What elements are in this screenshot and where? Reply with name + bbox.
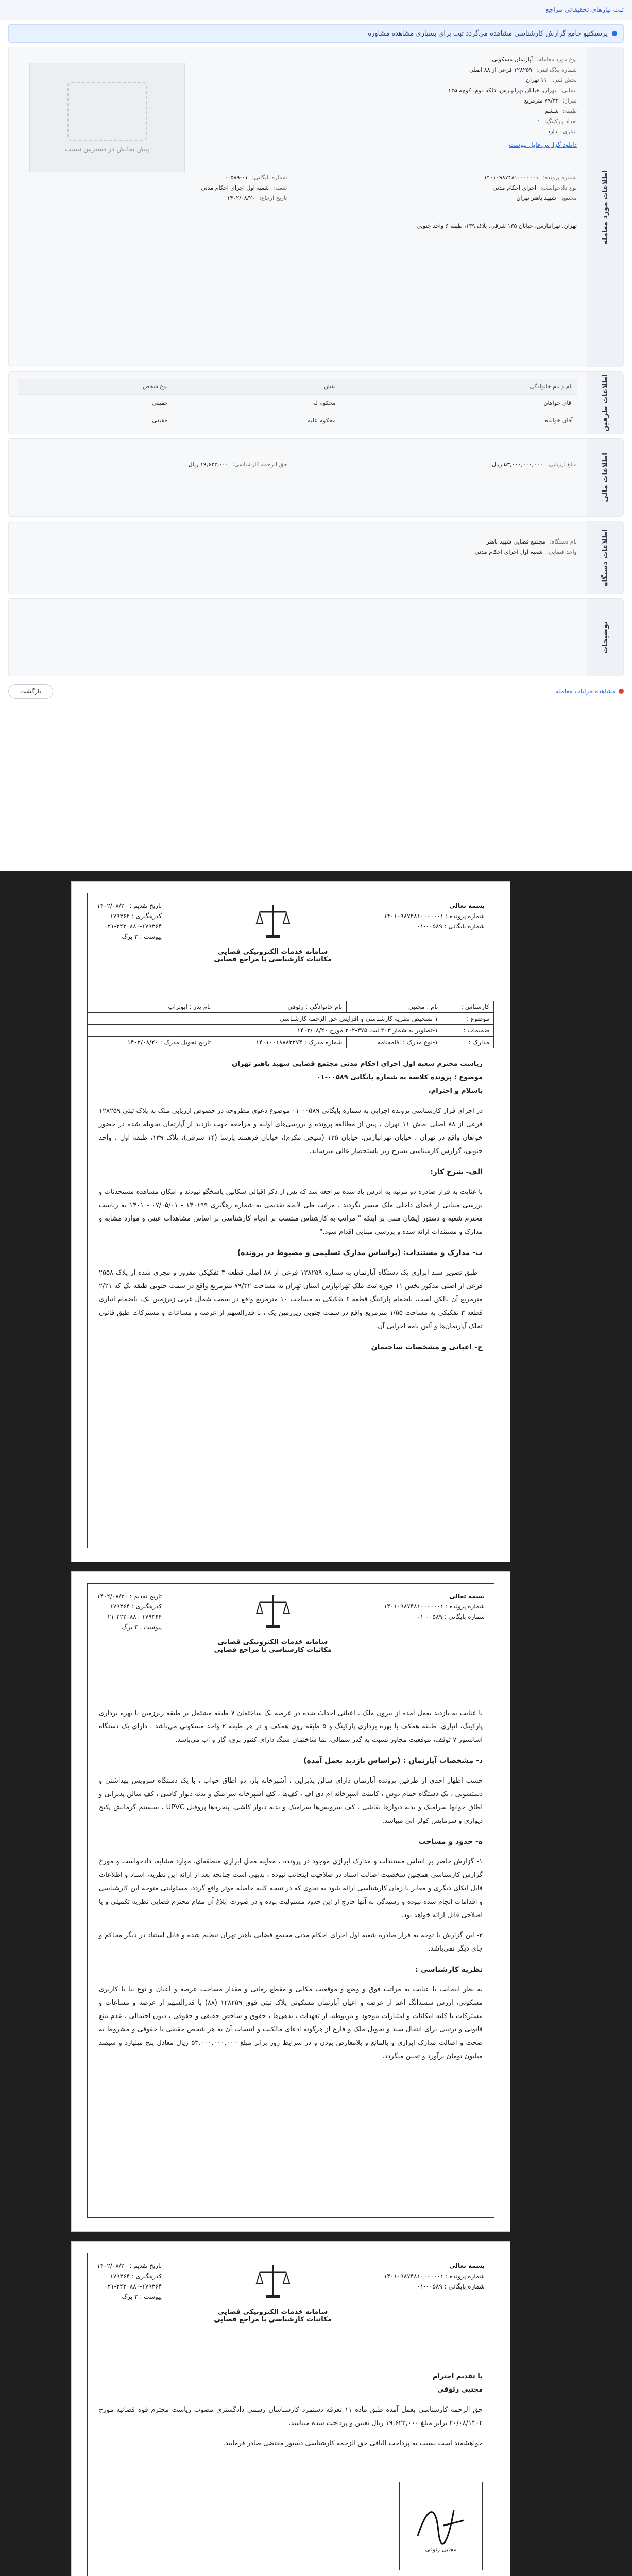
action-bar [8,683,624,700]
case-field: بخش ثبتی: ۱۱ تهران [526,77,577,83]
top-bar [0,0,632,20]
case-photo-placeholder [29,63,185,172]
doc-header: بسمه تعالی شماره پرونده : ۱۴۰۱۰۹۸۷۴۸۱۰۰۰۰۰۰۱ شماره بایگانی : ۰۰۵۸۹-۰۱ سامانه خدمات الکترونیکی قضایی مکاتبات کارشناسی با مراجع قضایی تاریخ تقدیم : ۱۴۰۲/۰۸/۲۰ کدرهگیری : ۱۷۹۳۶۴ ۰۲۱-۲۲۲۰۸۸۰-۱۷۹۳۶۴ پیوست : ۲ برگ [88,1584,494,1691]
table-header: نقش [172,379,340,395]
table-row: آقای خواهان محکوم له حقیقی [18,395,577,412]
document-page-3 [71,2241,510,2576]
financial-field: مبلغ ارزیابی: ۵۳,۰۰۰,۰۰۰,۰۰۰ ریال [492,461,577,468]
financial-tab[interactable]: اطلاعات مالی [587,439,623,516]
back-button[interactable]: بازگشت [8,684,53,699]
page-title: ثبت نیازهای تحقیقاتی مراجع [545,6,624,14]
notice-text: پرسپکتیو جامع گزارش کارشناسی مشاهده می‌گردد ثبت برای بسپاری مشاهده مشاوره [368,29,608,38]
parties-table [18,379,577,429]
scales-emblem-icon [252,1591,294,1632]
notes-panel [8,598,624,676]
doc-header: بسمه تعالی شماره پرونده : ۱۴۰۱۰۹۸۷۴۸۱۰۰۰۰۰۰۱ شماره بایگانی : ۰۰۵۸۹-۰۱ سامانه خدمات الکترونیکی قضایی مکاتبات کارشناسی با مراجع قضایی تاریخ تقدیم : ۱۴۰۲/۰۸/۲۰ کدرهگیری : ۱۷۹۳۶۴ ۰۲۱-۲۲۲۰۸۸۰-۱۷۹۳۶۴ پیوست : ۲ برگ [88,893,494,1001]
judiciary-logo: سامانه خدمات الکترونیکی قضایی مکاتبات کارشناسی با مراجع قضایی [214,1591,331,1654]
case-field: انباری: دارد [548,128,577,135]
device-tab[interactable]: اطلاعات دستگاه [587,521,623,594]
case-grid-field: مجتمع: شهید باهنر تهران [516,195,577,201]
case-field: نوع مورد معامله: آپارتمان مسکونی [492,56,577,63]
scales-emblem-icon [252,2261,294,2302]
case-grid-field: شماره پرونده: ۱۴۰۱۰۹۸۷۴۸۱۰۰۰۰۰۰۱ [484,174,577,181]
doc-body-page-2: با عنایت به بازدید بعمل آمده از بیرون ملک ، اعیانی احداث شده در عرصه یک ساختمان ۷ طبقه مشتمل بر طبقه زیرزمین با بهره برداری پارکینگ، انباری، طبقه همکف با بهره برداری پارکینگ و ۵ طبقه روی همکف و در هر طبقه ۲ واحد مسکونی می‌باشد . دارای یک دستگاه آسانسور ۷ توقف، موقعیت مجاور نسبت به گذر شمالی، نما ساختمان سنگ دارای کنتور برق، گاز و آب می‌باشد. د- مشخصات آپارتمان : (براساس بازدید بعمل آمده) حسب اظهار احدی از طرفین پرونده آپارتمان دارای سالن پذیرایی ، آشپزخانه باز، دو اطاق خواب ، با یک دستگاه سرویس بهداشتی و دستشویی ، یک دستگاه حمام دوش ، کابینت آشپزخانه ام دی اف ، کف‌ها ، کف آشپزخانه سرامیک و بدنه دیوار کاشی ، کف سالن پذیرایی و اطاق خوابها سرامیک و بدنه دیوارها نقاشی ، کف سرویس‌ها سرامیک و بدنه دیوار کاشی، پنجره‌ها پروفیل UPVC ، سیستم گرمایش پکیج دیواری و سرمایش کولر آبی میباشد. ه- حدود و مساحت ۱- گزارش حاضر بر اساس مستندات و مدارک ابرازی موجود در پرونده ، معاینه محل ابرازی منطقه‌ای، موارد مشابه، دادخواست و مورخ گزارش کارشناسی همچنین شخصیت اصالت اسناد در صلاحیت اینجانب نبوده ، بدیهی است چنانچه بعد از ارائه این نظریه، اسناد و اطلاعات قابل اتکای دیگری و مغایر با زمان کارشناسی ارائه شود به نحوی که در نتیجه کلیه حاصله موثر واقع گردد، مسئولیتی متوجه این کارشناسی و اقدامات انجام شده نبوده و رسیدگی به آنها خارج از این حدود مسئولیت بوده و در صورت ابلاغ آن مقام محترم قضایی نظریه تکمیلی و یا اصلاحی قابل ارائه خواهد بود. ۲- این گزارش با توجه به قرار صادره شعبه اول اجرای احکام مدنی مجتمع قضایی باهنر تهران تنظیم شده و قابل استناد در دیگر محاکم و جای دیگر نمی‌باشد. نظریه کارشناسی : به نظر اینجانب با عنایت به مراتب فوق و وضع و موقعیت مکانی و مقطع زمانی و مقدار مساحت عرصه و اعیان و نوع بنا با کاربری مسکونی، ارزش ششدانگ اعم از عرصه و اعیان آپارتمان مسکونی پلاک ثبتی فوق ۱۲۸۲۵۹ (۸۸) با قدرالسهم از عرصه و مشاعات و مشترکات با کلیه امکانات و امتیازات موجود و مربوطه، از تعهدات ، بدهی‌ها ، حقوق و شاخص حقیقی و حقوقی ، دیون احتمالی ، عدم منع قانونی و ترتیبی برای انتقال سند و تحویل ملک و فارغ از هرگونه ادعای مالکیت و انتساب آن به هر شخص حقیقی یا حقوقی و مشروط به صحت و اصالت مدارک ابرازی و بالمانع و بلامعارض بودن و در شرایط روز برابر مبلغ ۵۳,۰۰۰,۰۰۰,۰۰۰ ریال معادل پنج میلیارد و سیصد میلیون تومان برآورد و تعیین میگردد. [99,1709,483,2060]
case-grid-field: تاریخ ارجاع: ۱۴۰۲/۰۸/۲۰ [227,195,287,201]
table-header: نوع شخص [18,379,172,395]
scales-emblem-icon [252,901,294,942]
judiciary-logo: سامانه خدمات الکترونیکی قضایی مکاتبات کارشناسی با مراجع قضایی [214,2261,331,2324]
image-placeholder-icon [67,82,147,141]
download-report-link[interactable]: دانلود گزارش فایل پیوست [509,141,577,148]
signature-box: مجتبی رئوفی [399,2482,483,2570]
device-panel [8,521,624,594]
doc-meta-table: کارشناس : نام : مجتبی نام خانوادگی : رئوفی نام پدر : ابوتراب موضوع : ۱-تشخیص نظریه کارشناسی و افزایش حق الزحمه کارشناسی ضمیمات : ۱-تصاویر به شمار ۲۰۳ ثبت ۳۷۵-۲۰۲ مورخ ۱۴۰۲/۰۸/۲۰ مدارک : ۱-نوع مدرک : اقامه‌نامه شماره مدرک : ۱۴۰۱۰۰۱۸۸۸۳۲۷۴ تاریخ تحویل مدرک : ۱۴۰۲/۰۸/۲۰ [88,1001,494,1048]
financial-field: حق الزحمه کارشناسی: ۱۹,۶۲۳,۰۰۰ ریال [188,461,287,468]
table-row: آقای خوانده محکوم علیه حقیقی [18,412,577,430]
table-header: نام و نام خانوادگی [340,379,577,395]
document-page-2 [71,1571,510,2232]
handwritten-signature [413,2500,469,2546]
photo-caption: پیش نمایش در دسترس نیست [65,145,149,154]
view-report-button[interactable]: مشاهده جزئیات معامله [556,688,624,695]
parties-panel [8,371,624,434]
doc-body-page-1: ریاست محترم شعبه اول اجرای احکام مدنی مجتمع قضایی شهید باهنر تهران موضوع : پرونده کلاسه به شماره بایگانی ۰۰۵۸۹-۰۱ باسلام و احترام، در اجرای قرار کارشناسی پرونده اجرایی به شماره بایگانی ۰۰۵۸۹-۰۱ موضوع دعوی مطروحه در خصوص ارزیابی ملک به پلاک ثبتی ۱۲۸۲۵۹ فرعی از ۸۸ اصلی بخش ۱۱ تهران ، پس از مطالعه پرونده و بررسی‌های اولیه و مراجعه جهت بازدید از آپارتمان تحویله شده در حضور خواهان واقع در تهران ، خیابان تهرانپارس، خیابان ۱۳۵ (شیخی مکرم)، خیابان فرهمند پارسا (۱۴ شرقی)، پلاک ۱۳۹، طبقه اول ، واحد جنوبی، گزارش کارشناسی بشرح زیر باستحضار عالی میرساند. الف- شرح کار: با عنایت به قرار صادره دو مرتبه به آدرس یاد شده مراجعه شد که پس از ذکر اقبالی سکانین پاسخگو نبودند و امکان مشاهده مستحدثات و بررسی مبنایی از فضای داخلی ملک میسر نگردید ، مراتب طی لایحه تقدیمی به شماره رهگیری ۱۴۰۱۹۹ - ۰۷/۰۵/۰۱ - ۱۴۰۱ به ریاست محترم شعبه و دستور ایشان مبنی بر اینکه " مراتب به کارشناس منتسب بر انجام کارشناسی بر اساس مشاهدات عینی و موارد مشابه و مدارک و مستندات ارائه شده و بررسی مبنایی اقدام شود." ب- مدارک و مستندات: (براساس مدارک تسلیمی و مضبوط در پرونده) - طبق تصویر سند ابرازی یک دستگاه آپارتمان به شماره ۱۲۸۲۵۹ فرعی از ۸۸ اصلی قطعه ۳ تفکیکی مفروز و مجزی شده از پلاک ۲۵۵۸ فرعی از اصلی مذکور بخش ۱۱ حوزه ثبت ملک تهرانپارس استان تهران به مساحت ۷۹/۳۲ مترمربع واقع در سمت جنوبی طبقه یک که ۲/۲۱ مترمربع آن بالکن است، باضمام پارکینگ قطعه ۶ تفکیکی به مساحت ۱۰ مترمربع واقع در سمت شمال غربی زیرزمین یک، باضمام انباری قطعه ۳ تفکیکی به مساحت ۱/۵۵ مترمربع واقع در سمت جنوبی زیرزمین یک ، با قدرالسهم از عرصه و مشاعات و مشترکات طبق قانون تملک آپارتمان‌ها و آئین نامه اجرایی آن. ج- اعیانی و مشخصات ساختمان [99,1060,483,1351]
case-field: شماره پلاک ثبتی: ۱۲۸۲۵۹ فرعی از ۸۸ اصلی [469,66,577,73]
case-info-tab[interactable]: اطلاعات مورد معامله [587,47,623,367]
case-field: نشانی: تهران، خیابان تهرانپارس، فلکه دوم، کوچه ۱۳۵ [448,87,577,94]
info-icon [612,31,617,36]
financial-panel [8,438,624,517]
document-page-1 [71,881,510,1562]
attachment-icon [619,689,624,694]
case-field: تعداد پارکینگ: ۱ [537,118,577,125]
case-field: متراژ: ۷۹/۳۲ مترمربع [524,97,577,104]
case-grid-field: شماره بایگانی: ۰۰۵۸۹-۰۱ [224,174,287,181]
case-field: طبقه: ششم [545,108,577,114]
case-grid-field: نوع دادخواست: اجرای احکام مدنی [492,184,577,191]
case-grid-field: شعبه: شعبه اول اجرای احکام مدنی [201,184,287,191]
device-field: واحد قضایی: شعبه اول اجرای احکام مدنی [474,549,577,555]
doc-header: بسمه تعالی شماره پرونده : ۱۴۰۱۰۹۸۷۴۸۱۰۰۰۰۰۰۱ شماره بایگانی : ۰۰۵۸۹-۰۱ سامانه خدمات الکترونیکی قضایی مکاتبات کارشناسی با مراجع قضایی تاریخ تقدیم : ۱۴۰۲/۰۸/۲۰ کدرهگیری : ۱۷۹۳۶۴ ۰۲۱-۲۲۲۰۸۸۰-۱۷۹۳۶۴ پیوست : ۲ برگ [88,2253,494,2361]
doc-body-page-3: با تقدیم احترام مجتبی رئوفی حق الزحمه کارشناسی بعمل آمده طبق ماده ۱۱ تعرفه دستمزد کارشناسان رسمی دادگستری مصوب ریاست محترم قوه قضائیه مورخ ۲۰/۰۸/۱۴۰۲ برابر مبلغ ۱۹,۶۲۳,۰۰۰ ریال تعیین و پرداخت شده میباشد. خواهشمند است نسبت به پرداخت الباقی حق الزحمه کارشناسی دستور مقتضی صادر فرمایید. [99,2372,483,2447]
info-notice [8,24,624,43]
parties-tab[interactable]: اطلاعات طرفین [587,372,623,434]
document-viewer[interactable] [0,871,632,2576]
case-info-panel [8,47,624,367]
judiciary-logo: سامانه خدمات الکترونیکی قضایی مکاتبات کارشناسی با مراجع قضایی [214,901,331,963]
device-field: نام دستگاه: مجتمع قضایی شهید باهنر [486,538,577,545]
notes-tab[interactable]: توضیحات [587,599,623,676]
case-address: تهران، تهرانپارس، خیابان ۱۳۵ شرقی، پلاک ۱۳۹، طبقه ۶ واحد جنوبی [416,223,577,229]
